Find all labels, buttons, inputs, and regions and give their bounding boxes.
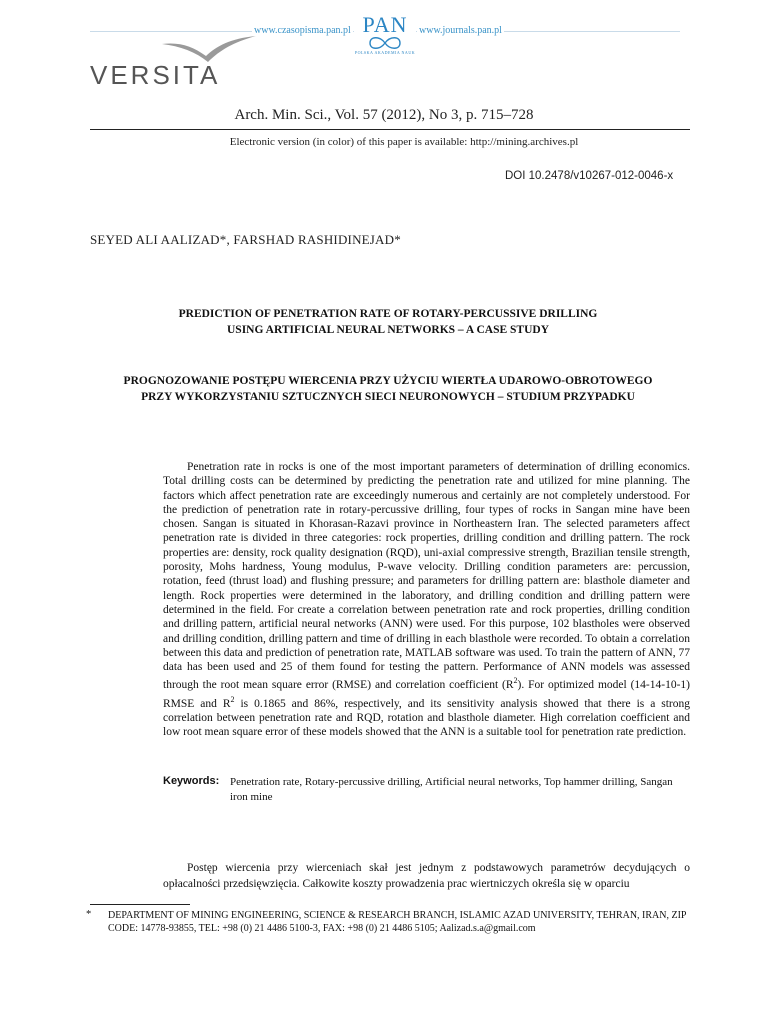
title-english-line-1: PREDICTION OF PENETRATION RATE OF ROTARY-PERCUSSIVE DRILLING [178, 308, 598, 320]
title-polish [90, 373, 686, 405]
pan-logo [354, 14, 416, 56]
footnote-affiliation: DEPARTMENT OF MINING ENGINEERING, SCIENCE & RESEARCH BRANCH, ISLAMIC AZAD UNIVERSITY, TEHRAN, IRAN, ZIP CODE: 14778-93855, TEL: +98 (0) 21 4486 5100-3, FAX: +98 (0) 21 4486 5105; Aalizad.s.a@gmail.com [108, 910, 687, 934]
superscript: 2 [230, 694, 235, 704]
header-rule [90, 129, 690, 130]
title-english-line-2: USING ARTIFICIAL NEURAL NETWORKS – A CASE STUDY [227, 324, 549, 336]
journal-url-right[interactable]: www.journals.pan.pl [419, 25, 502, 36]
versita-logo: VERSITA [90, 60, 221, 90]
pan-logo-text: PAN [362, 12, 408, 37]
keywords-list: Penetration rate, Rotary-percussive drilling, Artificial neural networks, Top hammer drilling, Sangan iron mine [230, 776, 673, 803]
electronic-version-note: Electronic version (in color) of this paper is available: http://mining.archives.pl [229, 136, 579, 148]
journal-reference: Arch. Min. Sci., Vol. 57 (2012), No 3, p. 715–728 [234, 107, 534, 123]
title-polish-line-2: PRZY WYKORZYSTANIU SZTUCZNYCH SIECI NEURONOWYCH – STUDIUM PRZYPADKU [141, 391, 635, 403]
polish-intro-text: Postęp wiercenia przy wierceniach skał jest jednym z podstawowych parametrów decydujących o opłacalności przedsięwzięcia. Całkowite koszty prowadzenia prac wiertniczych określa się w oparciu [163, 862, 690, 890]
polish-intro-paragraph [163, 860, 690, 892]
abstract-text-3: is 0.1865 and 86%, respectively, and its sensitivity analysis showed that there is a strong correlation between penetration rate and RQD, rotation and blasthole diameter. High correlation coefficient and low root mean square error of these models showed that the ANN is a suitable tool for penetration rate prediction. [163, 697, 690, 738]
authors: SEYED ALI AALIZAD*, FARSHAD RASHIDINEJAD* [90, 232, 401, 247]
title-polish-line-1: PROGNOZOWANIE POSTĘPU WIERCENIA PRZY UŻYCIU WIERTŁA UDAROWO-OBROTOWEGO [123, 375, 653, 387]
abstract [163, 460, 690, 739]
abstract-text-2: ). For optimized model (14-14-10-1) RMSE and R [163, 679, 690, 710]
journal-url-left[interactable]: www.czasopisma.pan.pl [254, 25, 351, 36]
footnote-marker: * [86, 909, 92, 920]
abstract-text-1: Penetration rate in rocks is one of the most important parameters of determination of drilling economics. Total drilling costs can be determined by predicting the penetration rate and utilized for mine planning. The factors which affect penetration rate are exceedingly numerous and certainly are not completely understood. For the prediction of penetration rate in rotary-percussive drilling, four types of rocks in Sangan mine have been chosen. Sangan is situated in Khorasan-Razavi province in Northeastern Iran. The selected parameters affect penetration rate is divided in three categories: rock properties, drilling condition and drilling pattern. The rock properties are: density, rock quality designation (RQD), uni-axial compressive strength, Brazilian tensile strength, porosity, Mohs hardness, Young modulus, P-wave velocity. Drilling condition parameters are: percussion, rotation, feed (thrust load) and flushing pressure; and parameters for drilling pattern are: blasthole diameter and length. Rock properties were determined in the laboratory, and drilling condition and drilling pattern were determined in the field. For create a correlation between penetration rate and rock properties, drilling condition and drilling pattern, artificial neural networks (ANN) were used. For this purpose, 102 blastholes were observed and drilling condition, drilling pattern and time of drilling in each blasthole were recorded. To obtain a correlation between this data and prediction of penetration rate, MATLAB software was used. To train the pattern of ANN, 77 data has been used and 25 of them found for testing the pattern. Performance of ANN models was assessed through the root mean square error (RMSE) and correlation coefficient (R [163, 461, 690, 692]
title-english [90, 306, 686, 338]
keywords-label: Keywords: [163, 775, 220, 787]
footnote-rule [90, 904, 190, 905]
doi: DOI 10.2478/v10267-012-0046-x [505, 170, 674, 182]
infinity-icon [366, 36, 404, 50]
pan-logo-subtext: POLSKA AKADEMIA NAUK [354, 50, 416, 55]
superscript: 2 [513, 676, 518, 686]
